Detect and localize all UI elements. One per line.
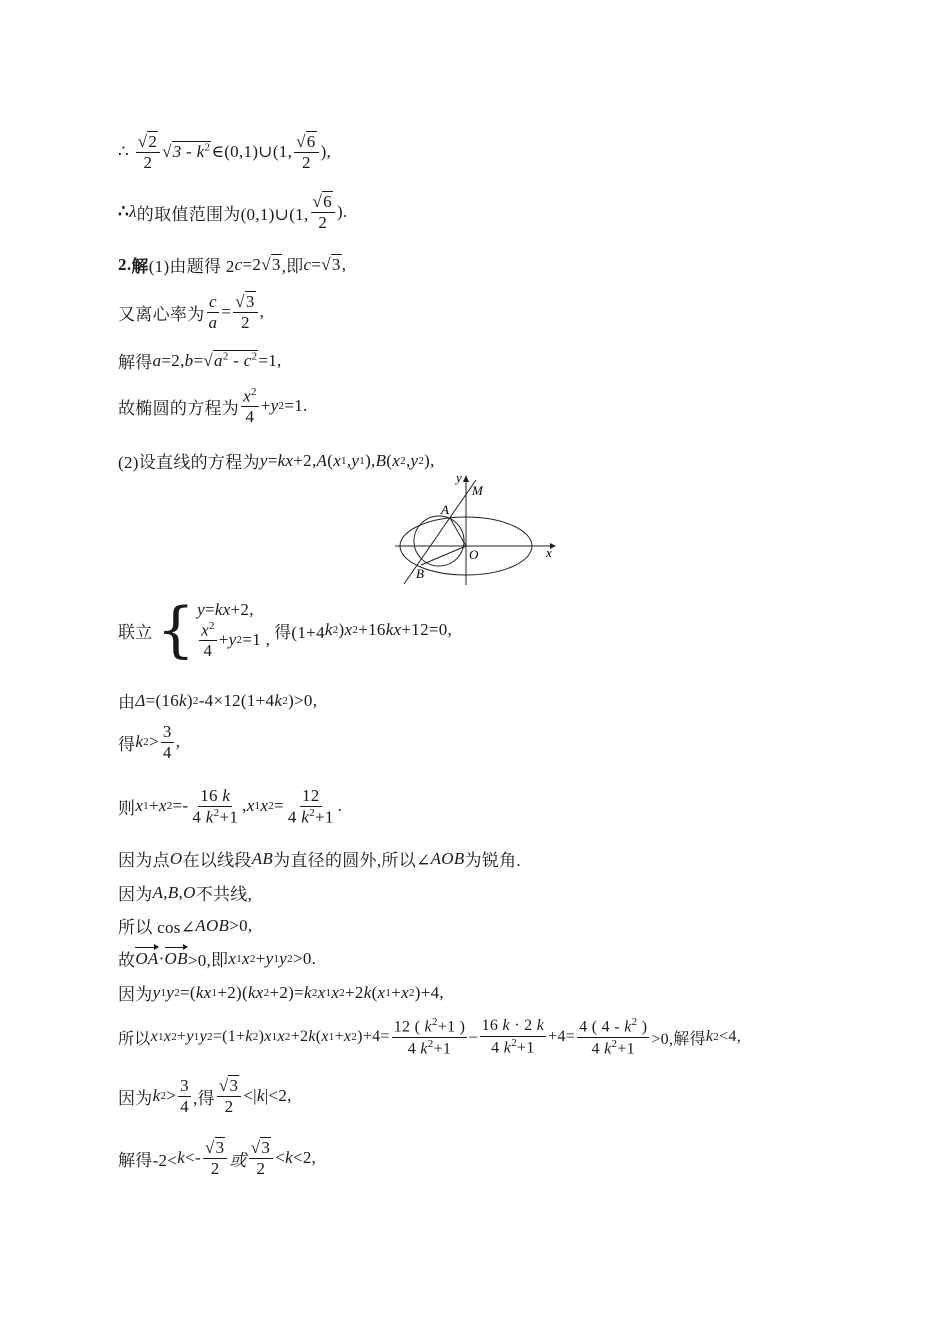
line-10: 得 k 2 > $\frac{3}{4}$ , bbox=[118, 722, 181, 762]
fraction: $\frac{x^2}{4}$ bbox=[243, 386, 257, 427]
line-16: 因为 y 1 y 2 =( kx 1 +2)( kx 2 +2)= k 2 x 1 x 2 +2 k ( x 1 + x 2 )+4, bbox=[118, 982, 444, 1004]
solution-label: 解 bbox=[131, 257, 149, 276]
fraction: $\frac{c}{a}$ bbox=[208, 292, 218, 332]
line-8: 联立 { y=kx+2, $\frac{x^2}{4}$ + y 2 =1 , 得(1+4 k 2 ) x 2 +16 kx +12=0, bbox=[118, 595, 453, 666]
label-b: B bbox=[416, 566, 424, 581]
line-15: 故 OA · OB >0,即 x 1 x 2 + y 1 y 2 >0. bbox=[118, 948, 317, 970]
line-1: ∴ $\frac{√2}{2}$ √ $3 - k^2$ ∈ (0,1)∪(1, $\frac{√6}{2}$ ), bbox=[118, 132, 332, 172]
line-3: 2 . 解 (1)由题得 2 c =2 √ 3 ,即 c = √ 3 , bbox=[118, 252, 346, 277]
line-13: 因为 A , B , O 不共线, bbox=[118, 882, 253, 904]
line-18: 因为 k 2 > $\frac{3}{4}$ ,得 $\frac{√3}{2}$ <| k |<2, bbox=[118, 1076, 292, 1116]
vector-ob: OB bbox=[164, 948, 188, 968]
label-x: x bbox=[546, 545, 552, 560]
line-4: 又离心率为 $\frac{c}{a}$ = $\frac{√3}{2}$ , bbox=[118, 292, 265, 332]
label-m: M bbox=[472, 483, 483, 498]
equation-system: { y=kx+2, $\frac{x^2}{4}$ + y 2 =1 , bbox=[156, 595, 271, 666]
line-19: 解得-2< k <- $\frac{√3}{2}$ 或 $\frac{√3}{2}$ < k <2, bbox=[118, 1138, 317, 1178]
line-6: 故椭圆的方程为 $\frac{x^2}{4}$ + y 2 =1. bbox=[118, 386, 308, 427]
line-11: 则 x 1 + x 2 =- $\frac{16 k}{4 k^2+1}$ , x 1 x 2 = $\frac{12}{4 k^2+1}$ . bbox=[118, 786, 343, 827]
line-14: 所以 cos∠ AOB >0, bbox=[118, 915, 253, 937]
vector-oa: OA bbox=[135, 948, 159, 968]
fraction: $\frac{√6}{2}$ bbox=[311, 192, 335, 232]
fraction: $\frac{√2}{2}$ bbox=[136, 132, 160, 172]
line-5: 解得 a =2, b = √ $a^2 - c^2$ =1, bbox=[118, 350, 282, 372]
ellipse-figure bbox=[390, 470, 565, 595]
line-l bbox=[404, 480, 476, 584]
line-2: ∴ λ 的取值范围为(0,1)∪(1, $\frac{√6}{2}$ ). bbox=[118, 192, 348, 232]
segment-oa bbox=[450, 518, 466, 546]
line-12: 因为点 O 在以线段 AB 为直径的圆外,所以∠ AOB 为锐角. bbox=[118, 848, 521, 870]
therefore-symbol: ∴ bbox=[118, 142, 130, 162]
radical: $3 - k^2$ bbox=[172, 141, 211, 162]
label-a: A bbox=[441, 502, 449, 517]
label-y: y bbox=[456, 470, 462, 485]
fraction: $\frac{√6}{2}$ bbox=[294, 132, 318, 172]
line-17: 所以 x 1 x 2 + y 1 y 2 =(1+ k 2 ) x 1 x 2 +2 k ( x 1 + x 2 )+4= $\frac{12 ( k^2+1 )}{4 k^2+1}$ – $\frac{16 k \cdot 2 k}{4 k^2+1}$ +4= $\frac{4 ( 4 - k^2 )}{4 k^2+1}$ >0,解得 k 2 <4, bbox=[118, 1016, 742, 1058]
line-7: (2)设直线的方程为 y = kx +2, A ( x 1 , y 1 ), B ( x 2 , y 2 ), bbox=[118, 450, 435, 472]
problem-number: 2 bbox=[118, 254, 127, 274]
y-axis-arrow bbox=[463, 475, 469, 482]
label-o: O bbox=[469, 547, 479, 562]
line-9: 由 Δ =(16 k ) 2 -4×12(1+4 k 2 )>0, bbox=[118, 690, 318, 712]
fraction: $\frac{√3}{2}$ bbox=[233, 292, 257, 332]
